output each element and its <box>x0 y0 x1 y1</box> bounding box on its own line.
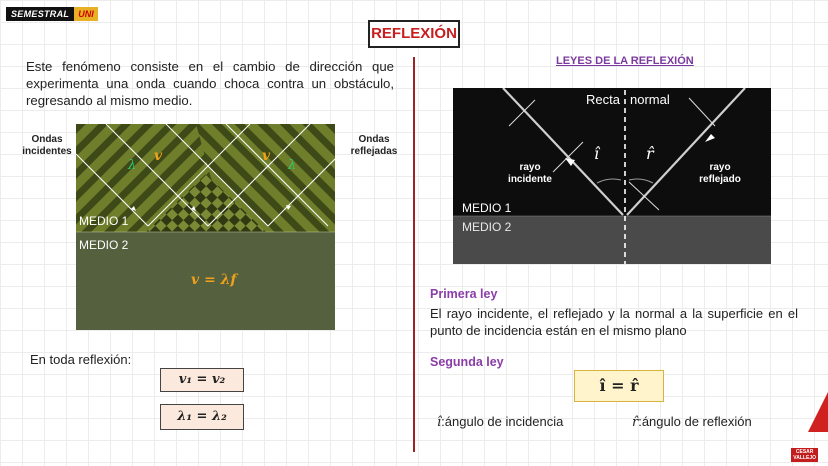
second-law-equation: î = r̂ <box>574 370 664 402</box>
incident-waves-label <box>22 134 72 158</box>
all-reflection-label: En toda reflexión: <box>30 352 132 367</box>
wavelength-equality-box: λ₁ = λ₂ <box>160 404 244 430</box>
lambda-label-right: λ <box>288 158 297 173</box>
laws-title: LEYES DE LA REFLEXIÓN <box>556 55 694 67</box>
incident-waves-label-line2: incidentes <box>22 146 72 157</box>
reflection-angle-symbol: r̂ <box>646 144 654 163</box>
reflected-ray-label-line1: rayo <box>709 162 731 173</box>
reflection-symbol: r̂ <box>632 415 639 430</box>
velocity-equality-box: v₁ = v₂ <box>160 368 244 392</box>
vallejo-logo <box>791 448 818 462</box>
reflected-ray-label <box>690 162 750 186</box>
column-divider <box>413 57 415 452</box>
brand-uni: UNI <box>74 7 98 21</box>
reflected-waves-label <box>343 134 405 158</box>
normal-line-label-part2: normal <box>630 92 670 107</box>
incidence-definition-text: :ángulo de incidencia <box>441 414 564 429</box>
incident-ray-label <box>500 162 560 186</box>
incidence-angle-definition <box>437 414 563 430</box>
reflection-definition-text: :ángulo de reflexión <box>638 414 752 429</box>
velocity-label-right: v <box>262 148 271 164</box>
corner-decoration <box>808 392 828 432</box>
incidence-symbol: î <box>437 415 442 430</box>
logo-line1: CESAR <box>795 449 814 455</box>
incident-waves-label-line1: Ondas <box>31 134 63 145</box>
reflected-waves-label-line2: reflejadas <box>350 146 398 157</box>
page-title: REFLEXIÓN <box>368 20 460 48</box>
reflected-ray-label-line2: reflejado <box>699 174 741 185</box>
wave-formula: v = λf <box>191 272 237 288</box>
ray-medium-2-label: MEDIO 2 <box>462 220 512 234</box>
medium-2-label: MEDIO 2 <box>79 238 129 252</box>
reflected-waves-label-line1: Ondas <box>358 134 390 145</box>
intro-text: Este fenómeno consiste en el cambio de dirección que experimenta una onda cuando choca contra un obstáculo, regresando al mismo medio. <box>26 59 394 108</box>
logo-line2: VALLEJO <box>793 455 816 461</box>
incident-ray-label-line1: rayo <box>519 162 541 173</box>
first-law-text: El rayo incidente, el reflejado y la normal a la superficie en el punto de incidencia están en el mismo plano <box>430 306 798 338</box>
incident-ray-label-line2: incidente <box>508 174 552 185</box>
brand-semestral: SEMESTRAL <box>6 7 74 21</box>
velocity-label-left: v <box>154 148 163 164</box>
reflection-angle-definition <box>632 414 752 430</box>
ray-medium-1-label: MEDIO 1 <box>462 201 512 215</box>
second-law-title: Segunda ley <box>430 355 504 369</box>
normal-line-label-part1: Recta <box>586 92 620 107</box>
lambda-label-left: λ <box>128 158 137 173</box>
first-law-title: Primera ley <box>430 287 498 301</box>
brand-badge <box>6 7 98 21</box>
incidence-angle-symbol: î <box>594 144 600 163</box>
medium-1-label: MEDIO 1 <box>79 214 129 228</box>
